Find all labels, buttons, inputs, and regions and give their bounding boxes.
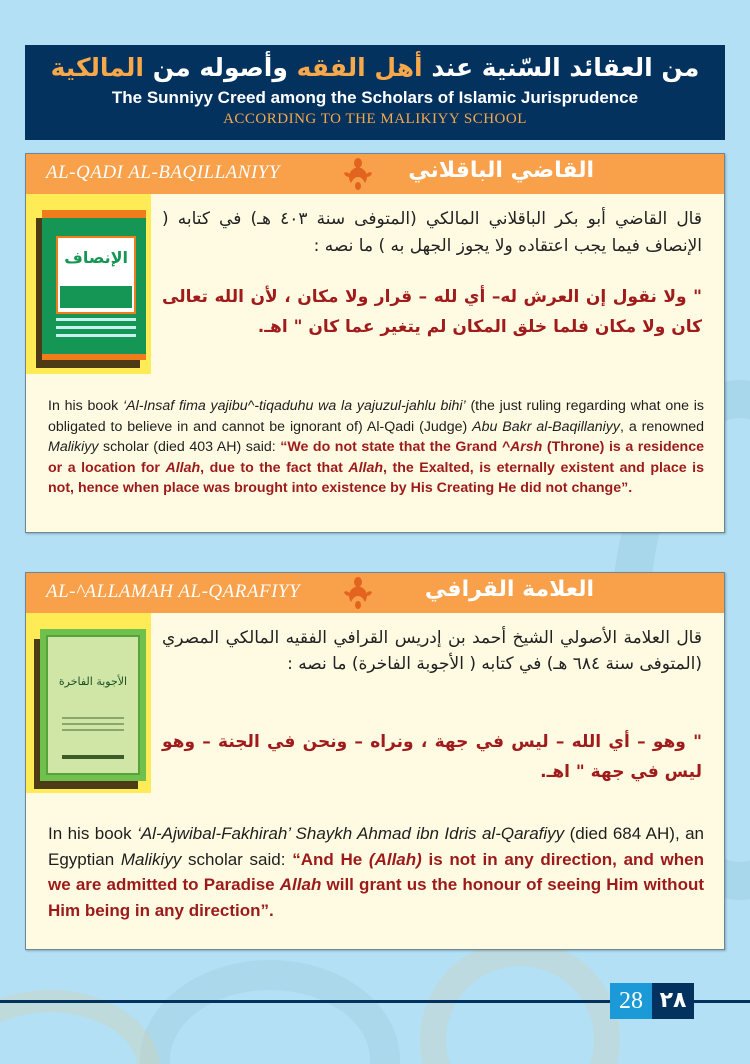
text-span: scholar said:: [181, 849, 293, 869]
header-school: ACCORDING TO THE MALIKIYY SCHOOL: [223, 111, 527, 127]
header-title-highlight: المالكية: [50, 53, 145, 82]
header-title-part: من العقائد السّنية عند: [422, 53, 700, 82]
header-title-part: وأصوله من: [144, 53, 297, 82]
book-title-en: ‘Al-Ajwibal-Fakhirah’ Shaykh Ahmad ibn Idris al-Qarafiyy: [137, 824, 565, 843]
english-translation: [48, 821, 704, 923]
arabic-quote: " ولا نقول إن العرش له– أي لله – قرار ولا مكان ، لأن الله تعالى كان ولا مكان فلما خلق المكان لم يتغير عما كان " اهـ.: [162, 287, 702, 337]
author-name: Abu Bakr al-Baqillaniyy: [472, 418, 620, 435]
arabic-intro: قال القاضي أبو بكر الباقلاني المالكي (المتوفى سنة ٤٠٣ هـ) في كتابه ( الإنصاف فيما يجب اعتقاده ولا يجوز الجهل به ) ما نصه :: [162, 209, 702, 256]
text-span: , due to the fact that: [200, 459, 349, 476]
page-number-ar: ٢٨: [652, 983, 694, 1019]
arabic-quote: " وهو – أي الله – ليس في جهة ، ونراه – ونحن في الجنة – وهو ليس في جهة " اهـ.: [162, 732, 702, 782]
header-title-arabic: [25, 51, 725, 85]
decorative-swirl: [140, 960, 400, 1064]
text-span: (died 684 AH), an Egyptian: [48, 824, 705, 869]
page-number-en: 28: [610, 983, 652, 1019]
scholar-name-en: AL-^ALLAMAH AL-QARAFIYY: [46, 581, 301, 602]
scholar-name-ar: العلامة القرافي: [424, 577, 594, 602]
book-image-area: [26, 194, 151, 374]
text-span: In his book: [48, 398, 123, 414]
english-translation: [48, 396, 704, 499]
page-header: [25, 45, 725, 140]
text-span: “We do not state that the Grand: [280, 439, 502, 455]
header-title-highlight: أهل الفقه: [296, 53, 423, 82]
text-span: (Allah): [368, 849, 422, 869]
text-span: (Throne) is a residence or a location for: [48, 439, 704, 476]
book-cover-image: [36, 210, 146, 368]
floral-ornament-icon: [341, 157, 375, 191]
floral-ornament-icon: [341, 576, 375, 610]
text-span: (the just ruling regarding what one is obligated to believe in and cannot be ignorant of) Al-Qadi (Judge): [48, 398, 704, 435]
text-span: , the Exalted, is eternally existent and place is not, hence when place was brought into existence by His Creating He did not change”.: [48, 459, 704, 496]
text-span: ^Arsh: [501, 439, 543, 455]
text-span: Allah: [165, 459, 201, 476]
school-name: Malikiyy: [48, 439, 99, 455]
text-span: “And He: [292, 849, 369, 869]
text-span: , a renowned: [620, 418, 704, 435]
text-span: is not in any direction, and when we are admitted to Paradise: [48, 849, 704, 894]
section-qarafiyy: [25, 572, 725, 950]
section-header: [26, 154, 724, 194]
text-span: In his book: [48, 824, 138, 843]
book-title-en: ‘Al-Insaf fima yajibu^-tiqaduhu wa la yajuzul-jahlu bihi’: [122, 398, 466, 414]
text-span: Allah: [348, 459, 384, 476]
text-span: Allah: [279, 875, 322, 894]
scholar-name-en: AL-QADI AL-BAQILLANIYY: [46, 162, 280, 183]
book-title: الإنصاف: [64, 248, 128, 267]
scholar-name-ar: القاضي الباقلاني: [408, 158, 594, 183]
book-cover-image: [34, 629, 150, 789]
book-image-area: [26, 613, 151, 793]
arabic-intro: قال العلامة الأصولي الشيخ أحمد بن إدريس القرافي الفقيه المالكي المصري (المتوفى سنة ٦٨٤ هـ) في كتابه ( الأجوبة الفاخرة) ما نصه :: [162, 628, 702, 674]
section-baqillaniyy: [25, 153, 725, 533]
section-header: [26, 573, 724, 613]
text-span: will grant us the honour of seeing Him without Him being in any direction”.: [48, 875, 704, 920]
school-name: Malikiyy: [120, 849, 182, 869]
text-span: scholar (died 403 AH) said:: [98, 439, 281, 455]
header-subtitle: The Sunniyy Creed among the Scholars of Islamic Jurisprudence: [111, 88, 639, 107]
book-title: الأجوبة الفاخرة: [58, 675, 128, 688]
